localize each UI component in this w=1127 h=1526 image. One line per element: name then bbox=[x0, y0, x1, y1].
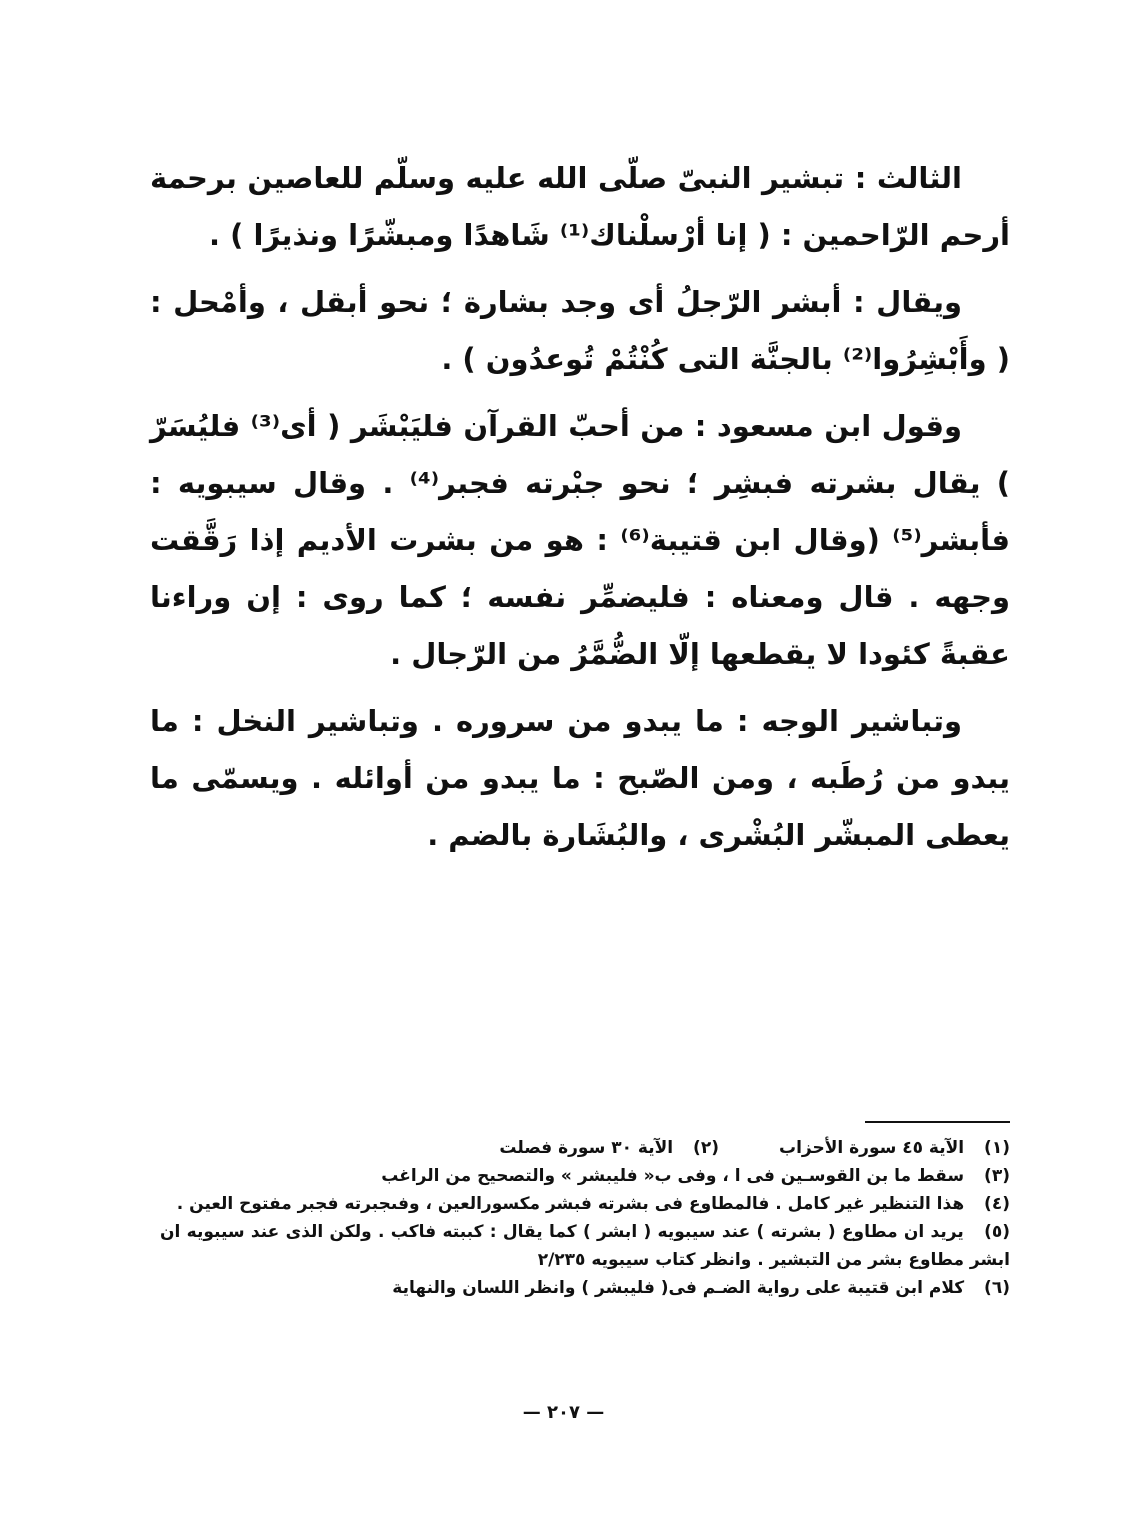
footnote-4-number: (٤) bbox=[984, 1194, 1010, 1214]
footnotes bbox=[160, 1134, 1010, 1302]
footnote-4-text: هذا التنظير غير كامل . فالمطاوع فى بشرته فبشر مكسورالعين ، وفىجبرته فجبر مفتوح العين . bbox=[176, 1194, 965, 1214]
paragraph-2: ويقال : أبشر الرّجلُ أى وجد بشارة ؛ نحو أبقل ، وأمْحل : ( وأَبْشِرُوا⁽²⁾ بالجنَّة التى كُنْتُمْ تُوعدُون ) . bbox=[150, 285, 1010, 376]
footnote-2-text: الآية ٣٠ سورة فصلت bbox=[499, 1138, 674, 1158]
footnote-3-number: (٣) bbox=[984, 1166, 1010, 1186]
page-number: — ٢٠٧ — bbox=[522, 1402, 605, 1423]
paragraph-3: وقول ابن مسعود : من أحبّ القرآن فليَبْشَر ( أى⁽³⁾ فليُسَرّ ) يقال بشرته فبشِر ؛ نحو جبْرته فجبر⁽⁴⁾ . وقال سيبويه : فأبشر⁽⁵⁾ (وقال ابن قتيبة⁽⁶⁾ : هو من بشرت الأديم إذا رَقَّقت وجهه . قال ومعناه : فليضمِّر نفسه ؛ كما روى : إن وراءنا عقبةً كئودا لا يقطعها إلّا الضُّمَّرُ من الرّجال . bbox=[150, 409, 1010, 671]
footnote-6-text: كلام ابن قتيبة على رواية الضـم فى( فليبشر ) وانظر اللسان والنهاية bbox=[392, 1278, 965, 1298]
footnote-1 bbox=[779, 1134, 1010, 1162]
footnote-4 bbox=[160, 1190, 1010, 1218]
footnote-2-number: (٢) bbox=[693, 1138, 719, 1158]
paragraph-1: الثالث : تبشير النبىّ صلّى الله عليه وسلّم للعاصين برحمة أرحم الرّاحمين : ( إنا أرْسلْناك⁽¹⁾ شَاهدًا ومبشّرًا ونذيرًا ) . bbox=[150, 161, 1010, 252]
footnote-2 bbox=[499, 1134, 719, 1162]
footnote-5-number: (٥) bbox=[984, 1222, 1011, 1242]
footnote-3-text: سقط ما بن القوسـين فى ا ، وفى ب« فليبشر » والتصحيح من الراغب bbox=[381, 1166, 965, 1186]
footnote-6-number: (٦) bbox=[984, 1278, 1010, 1298]
footnote-1-text: الآية ٤٥ سورة الأحزاب bbox=[778, 1138, 965, 1158]
footnote-5-text: يريد ان مطاوع ( بشرته ) عند سيبويه ( ابشر ) كما يقال : كببته فاكب . ولكن الذى عند سيبويه ان ابشر مطاوع بشر من التبشير . وانظر كتاب سيبويه ٢/٢٣٥ bbox=[160, 1222, 1010, 1270]
footnote-1-number: (١) bbox=[984, 1138, 1010, 1158]
paragraph-4: وتباشير الوجه : ما يبدو من سروره . وتباشير النخل : ما يبدو من رُطَبه ، ومن الصّبح : ما يبدو من أوائله . ويسمّى ما يعطى المبشّر البُشْرى ، والبُشَارة بالضم . bbox=[150, 704, 1010, 852]
footnote-3 bbox=[160, 1162, 1010, 1190]
main-text-body bbox=[150, 150, 1010, 874]
footnote-separator bbox=[865, 1121, 1010, 1123]
footnote-row-1-2 bbox=[160, 1134, 1010, 1162]
footnote-6 bbox=[160, 1274, 1010, 1302]
footnote-5 bbox=[160, 1218, 1010, 1274]
